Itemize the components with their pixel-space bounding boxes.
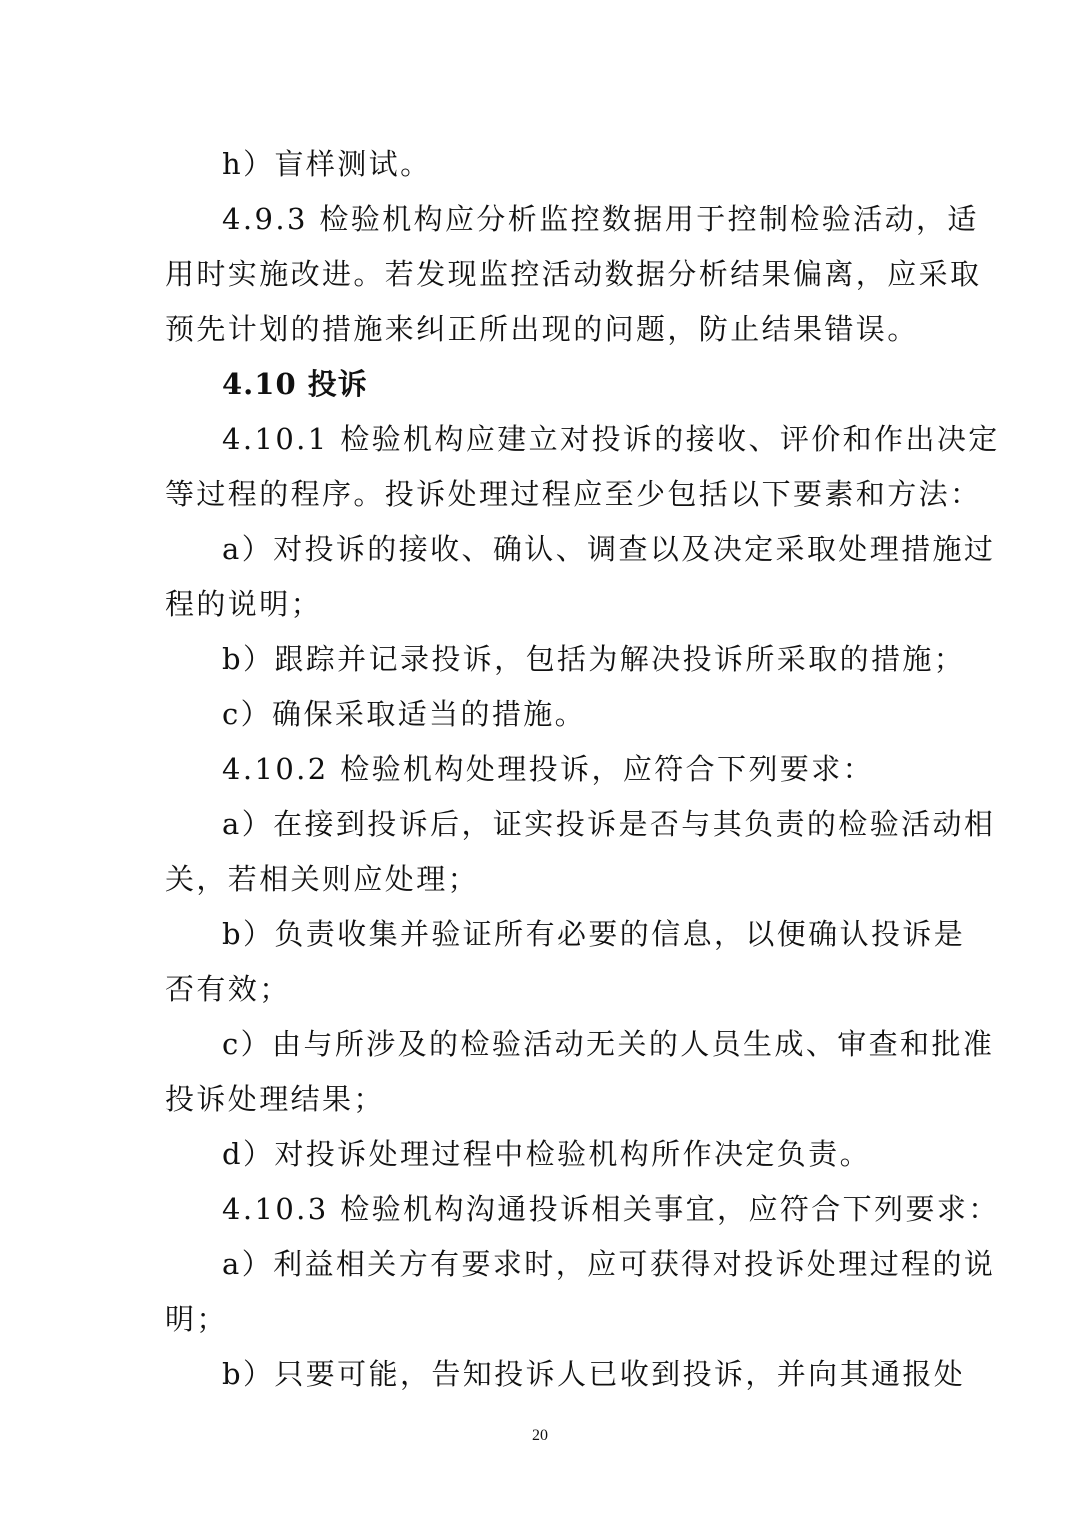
paragraph-line: 4.10.1 检验机构应建立对投诉的接收、评价和作出决定 [222, 422, 1000, 456]
paragraph-line: 4.10.2 检验机构处理投诉，应符合下列要求： [222, 752, 875, 786]
paragraph-line: 用时实施改进。若发现监控活动数据分析结果偏离，应采取 [165, 257, 982, 291]
paragraph-line: a）利益相关方有要求时，应可获得对投诉处理过程的说 [222, 1247, 996, 1281]
paragraph-line: 等过程的程序。投诉处理过程应至少包括以下要素和方法： [165, 477, 982, 511]
paragraph-line: 4.9.3 检验机构应分析监控数据用于控制检验活动，适 [222, 202, 979, 236]
paragraph-line: a）在接到投诉后，证实投诉是否与其负责的检验活动相 [222, 807, 996, 841]
paragraph-line: b）负责收集并验证所有必要的信息，以便确认投诉是 [222, 917, 966, 951]
paragraph-line: 预先计划的措施来纠正所出现的问题，防止结果错误。 [165, 312, 919, 346]
paragraph-line: c）由与所涉及的检验活动无关的人员生成、审查和批准 [222, 1027, 995, 1061]
paragraph-line: 投诉处理结果； [165, 1082, 385, 1116]
paragraph-line: 关，若相关则应处理； [165, 862, 480, 896]
paragraph-line: 明； [165, 1302, 228, 1336]
paragraph-line: c）确保采取适当的措施。 [222, 697, 587, 731]
paragraph-line: 否有效； [165, 972, 291, 1006]
paragraph-line: b）跟踪并记录投诉，包括为解决投诉所采取的措施； [222, 642, 966, 676]
section-heading: 4.10 投诉 [222, 367, 368, 401]
paragraph-line: 4.10.3 检验机构沟通投诉相关事宜，应符合下列要求： [222, 1192, 1000, 1226]
paragraph-line: 程的说明； [165, 587, 323, 621]
paragraph-line: b）只要可能，告知投诉人已收到投诉，并向其通报处 [222, 1357, 966, 1391]
page-number: 20 [532, 1427, 548, 1444]
paragraph-line: h）盲样测试。 [222, 147, 432, 181]
paragraph-line: a）对投诉的接收、确认、调查以及决定采取处理措施过 [222, 532, 996, 566]
paragraph-line: d）对投诉处理过程中检验机构所作决定负责。 [222, 1137, 871, 1171]
